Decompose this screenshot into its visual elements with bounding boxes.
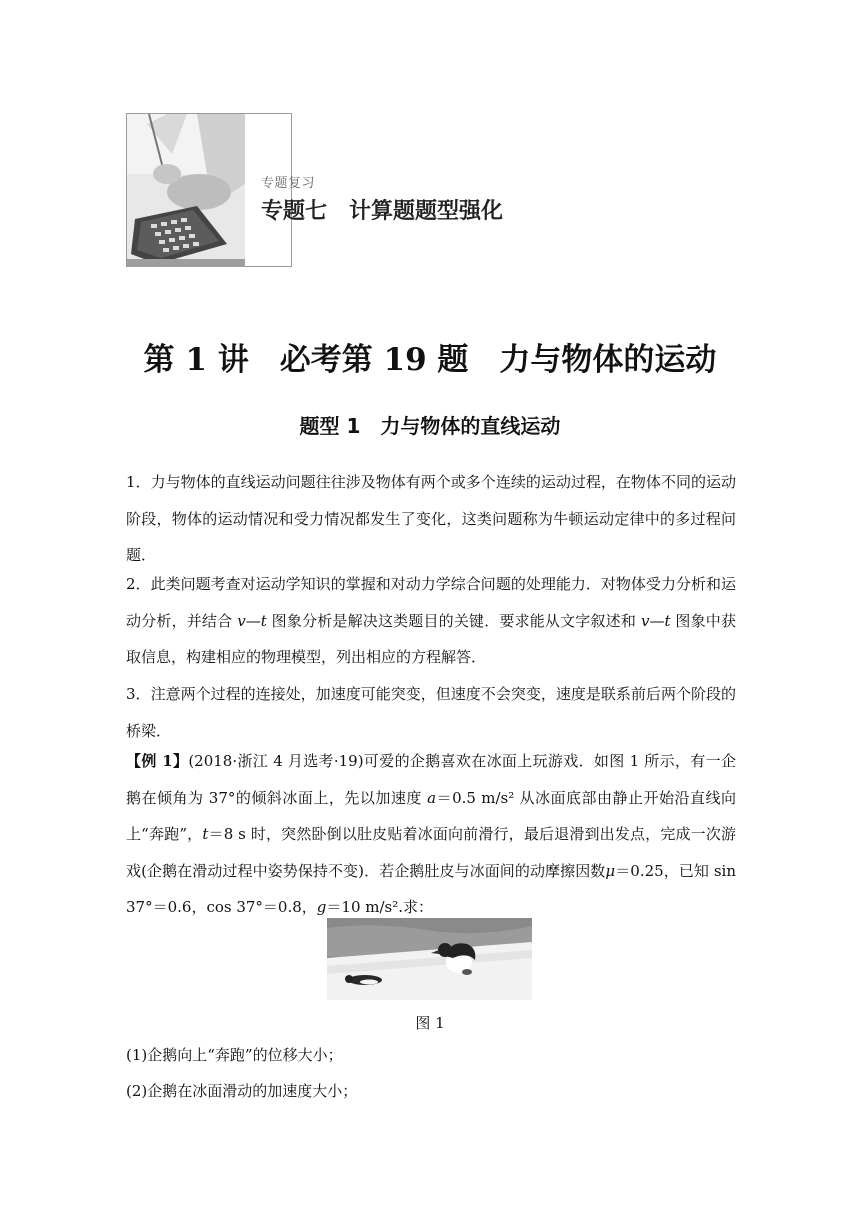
penguin-photo xyxy=(327,918,532,1000)
lecture-title: 第 1 讲 必考第 19 题 力与物体的运动 xyxy=(143,342,717,378)
example-label: 【例 1】 xyxy=(126,752,189,770)
variable-t: t xyxy=(202,825,209,843)
paragraph-3: 3．注意两个过程的连接处，加速度可能突变，但速度不会突变，速度是联系前后两个阶段的桥梁． xyxy=(126,685,736,740)
vt-symbol: v—t xyxy=(237,611,267,630)
paragraph-2-text-b: 图象分析是解决这类题目的关键．要求能从文字叙述和 xyxy=(266,611,641,630)
figure-caption: 图 1 xyxy=(415,1014,445,1032)
example-text: ＝0.25，已知 sin 37°＝0.6，cos 37°＝0.8， xyxy=(126,861,736,916)
banner-title: 专题七 计算题题型强化 xyxy=(261,199,504,224)
paragraph-2-text-a: 2．此类问题考查对运动学知识的掌握和对动力学综合问题的处理能力．对物体受力分析和运动分析，并结合 xyxy=(126,575,736,630)
example-text: 可爱的企鹅喜欢在冰面上玩游戏．如图 1 所示，有一企鹅在倾角为 37°的倾斜冰面上，先以加速度 xyxy=(126,752,736,807)
example-source: (2018·浙江 4 月选考·19) xyxy=(188,752,364,770)
example-text: ＝10 m/s².求： xyxy=(326,898,434,916)
paragraph-2 xyxy=(126,566,736,676)
variable-mu: μ xyxy=(605,861,616,880)
example-1 xyxy=(126,743,736,926)
variable-a: a xyxy=(427,788,437,807)
example-text: ＝8 s 时，突然卧倒以肚皮贴着冰面向前滑行，最后退滑到出发点，完成一次游戏(企鹅在滑动过程中姿势保持不变)．若企鹅肚皮与冰面间的动摩擦因数 xyxy=(126,825,736,880)
variable-g: g xyxy=(316,898,327,916)
paragraph-2-text-c: 图象中获取信息，构建相应的物理模型，列出相应的方程解答． xyxy=(126,611,736,666)
question-2: (2)企鹅在冰面滑动的加速度大小； xyxy=(126,1082,358,1100)
vt-symbol: v—t xyxy=(640,611,671,630)
example-text: ＝0.5 m/s² 从冰面底部由静止开始沿直线向上“奔跑”， xyxy=(126,788,737,843)
question-1: (1)企鹅向上“奔跑”的位移大小； xyxy=(126,1046,343,1064)
paragraph-1: 1．力与物体的直线运动问题往往涉及物体有两个或多个连续的运动过程，在物体不同的运动阶段，物体的运动情况和受力情况都发生了变化，这类问题称为牛顿运动定律中的多过程问题． xyxy=(126,473,736,564)
banner-subtitle: 专题复习 xyxy=(261,176,316,191)
section-title: 题型 1 力与物体的直线运动 xyxy=(299,414,561,438)
calculator-photo xyxy=(127,114,245,267)
